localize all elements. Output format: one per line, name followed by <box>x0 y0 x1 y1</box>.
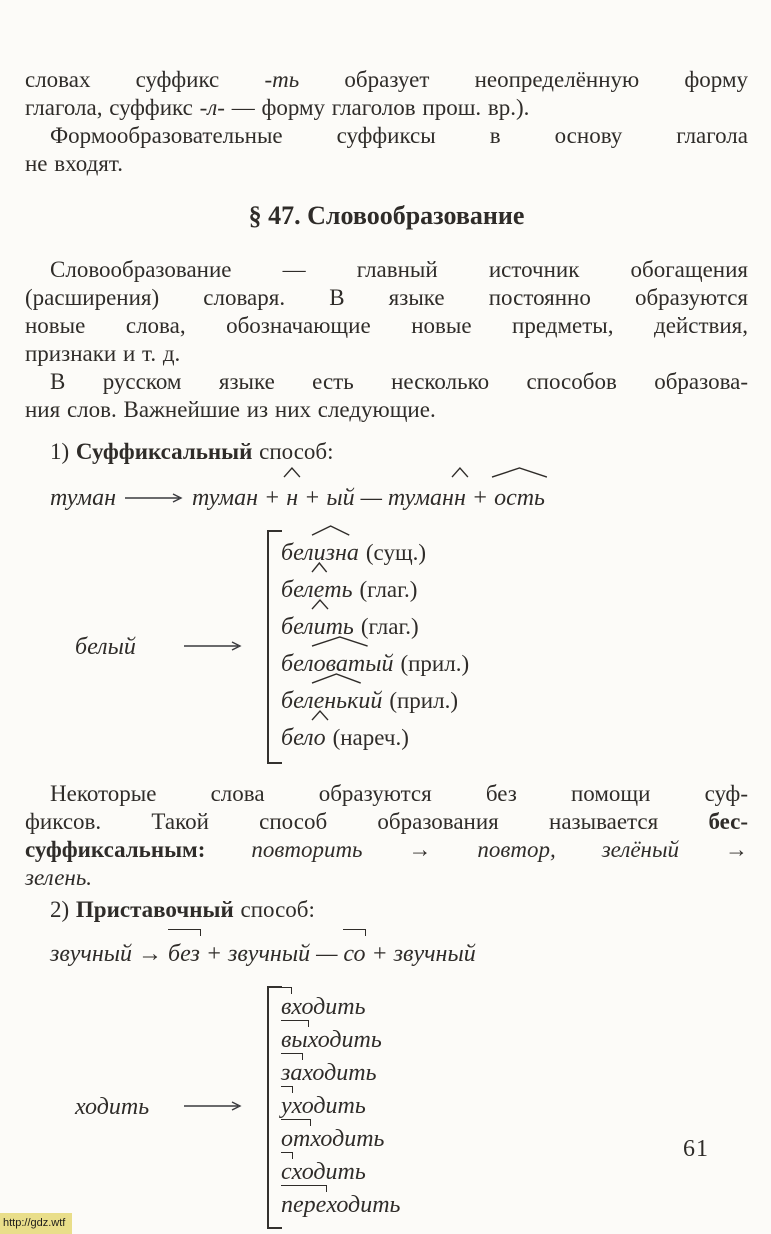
watermark-link[interactable]: http://gdz.wtf <box>0 1213 72 1234</box>
suffix-caret-icon <box>312 673 361 683</box>
derived-word: переходить <box>281 1192 400 1218</box>
derived-word-row <box>281 573 469 610</box>
suffix-caret-icon <box>312 710 328 720</box>
derived-word-row <box>281 1058 400 1091</box>
derived-word: белизн а <box>281 540 359 566</box>
arrow-right-icon <box>125 492 183 504</box>
suffix-mark: н <box>286 478 298 518</box>
suffix-caret-icon <box>312 525 349 535</box>
derived-word: беле ть <box>281 577 353 603</box>
suffix-caret-icon <box>452 467 468 477</box>
derived-word: сходить <box>281 1159 366 1185</box>
method-1-heading <box>25 438 748 466</box>
base-word: белый <box>75 633 136 660</box>
part-of-speech-note: (глаг.) <box>360 614 419 639</box>
suffix-mark: еньк <box>314 684 359 718</box>
part-of-speech-note: (прил.) <box>400 651 470 676</box>
text-line: зелень. <box>25 865 93 890</box>
text-line: суффиксальным: повторить → повтор, зелёный → <box>25 837 748 862</box>
left-bracket <box>267 986 400 1229</box>
suffix-mark: оват <box>314 647 366 681</box>
text-line: признаки и т. д. <box>25 341 181 366</box>
derived-word: входить <box>281 994 366 1020</box>
prefix-mark: вы <box>281 1025 308 1056</box>
text-line: Словообразование — главный источник обогащения <box>50 257 748 282</box>
prefix-mark: за <box>281 1058 302 1089</box>
paragraph-bessuffix <box>25 780 748 892</box>
suffix-mark: е <box>314 573 325 607</box>
suffix-caret-icon <box>284 467 300 477</box>
prefix-mark: у <box>281 1091 292 1122</box>
paragraph-definition <box>25 256 748 368</box>
prefix-mark: в <box>281 992 291 1023</box>
text-line: Некоторые слова образуются без помощи суф- <box>50 781 748 806</box>
text-line: В русском языке есть несколько способов образова- <box>50 369 748 394</box>
suffix-mark: ость <box>494 478 545 518</box>
derived-word: беловат ый <box>281 651 393 677</box>
text-line: 1) Суффиксальный способ: <box>50 439 334 464</box>
section-heading: § 47. Словообразование <box>248 201 525 230</box>
derived-word-row <box>281 610 469 647</box>
derived-word-row <box>281 1190 400 1223</box>
derived-word: беленьк ий <box>281 688 382 714</box>
suffix-caret-icon <box>312 599 328 609</box>
text-line: ния слов. Важнейшие из них следующие. <box>25 397 436 422</box>
text-line: (расширения) словаря. В языке постоянно образуются <box>25 285 748 310</box>
part-of-speech-note: (прил.) <box>389 688 458 713</box>
paragraph-intro-tail <box>25 66 748 122</box>
left-bracket <box>267 530 469 764</box>
paragraph-form-suffixes <box>25 122 748 178</box>
text-line: не входят. <box>25 151 123 176</box>
arrow-right-icon <box>184 1100 242 1112</box>
prefix-mark: без <box>168 934 200 974</box>
derived-word-row <box>281 536 469 573</box>
prefix-mark: от <box>281 1124 310 1155</box>
text-line: фиксов. Такой способ образования называется бес- <box>25 809 748 834</box>
derivation-khodit <box>75 986 748 1229</box>
formula-suffixal: туман туман + н + ый — туманн + ость <box>50 470 748 518</box>
derived-word-row <box>281 647 469 684</box>
suffix-mark: н <box>454 478 466 518</box>
part-of-speech-note: (сущ.) <box>365 540 427 565</box>
prefix-mark: с <box>281 1157 292 1188</box>
text-line: 2) Приставочный способ: <box>50 897 315 922</box>
derived-word-row <box>281 721 469 758</box>
suffix-mark: о <box>314 721 326 755</box>
paragraph-ways <box>25 368 748 424</box>
prefix-mark: со <box>343 934 365 974</box>
page-number: 61 <box>683 1136 709 1162</box>
derived-word: бело <box>281 725 326 751</box>
suffix-mark: и <box>314 610 326 644</box>
formula-prefixal: звучный → без + звучный — со + звучный <box>50 926 748 974</box>
text-line: Формообразовательные суффиксы в основу глагола <box>50 123 748 148</box>
base-word: ходить <box>75 1094 150 1120</box>
derived-word-row <box>281 684 469 721</box>
suffix-caret-icon <box>312 562 327 572</box>
text-line: глагола, суффикс -л- — форму глаголов прош. вр.). <box>25 95 530 120</box>
derivation-bely <box>75 530 748 764</box>
derived-word: отходить <box>281 1126 384 1152</box>
derived-word: заходить <box>281 1060 377 1086</box>
prefix-mark: пере <box>281 1190 326 1221</box>
suffix-caret-icon <box>312 636 368 646</box>
derived-word: уходить <box>281 1093 366 1119</box>
arrow-right-icon <box>184 640 242 652</box>
method-2-heading <box>25 896 748 924</box>
suffix-caret-icon <box>492 467 547 477</box>
text-line: новые слова, обозначающие новые предметы, действия, <box>25 313 748 338</box>
text-line: словах суффикс -ть образует неопределённую форму <box>25 67 748 92</box>
derived-word: выходить <box>281 1027 382 1053</box>
derived-word: бели ть <box>281 614 354 640</box>
derived-word-row <box>281 1124 400 1157</box>
suffix-mark: изн <box>314 536 347 570</box>
part-of-speech-note: (нареч.) <box>332 725 409 750</box>
part-of-speech-note: (глаг.) <box>359 577 418 602</box>
